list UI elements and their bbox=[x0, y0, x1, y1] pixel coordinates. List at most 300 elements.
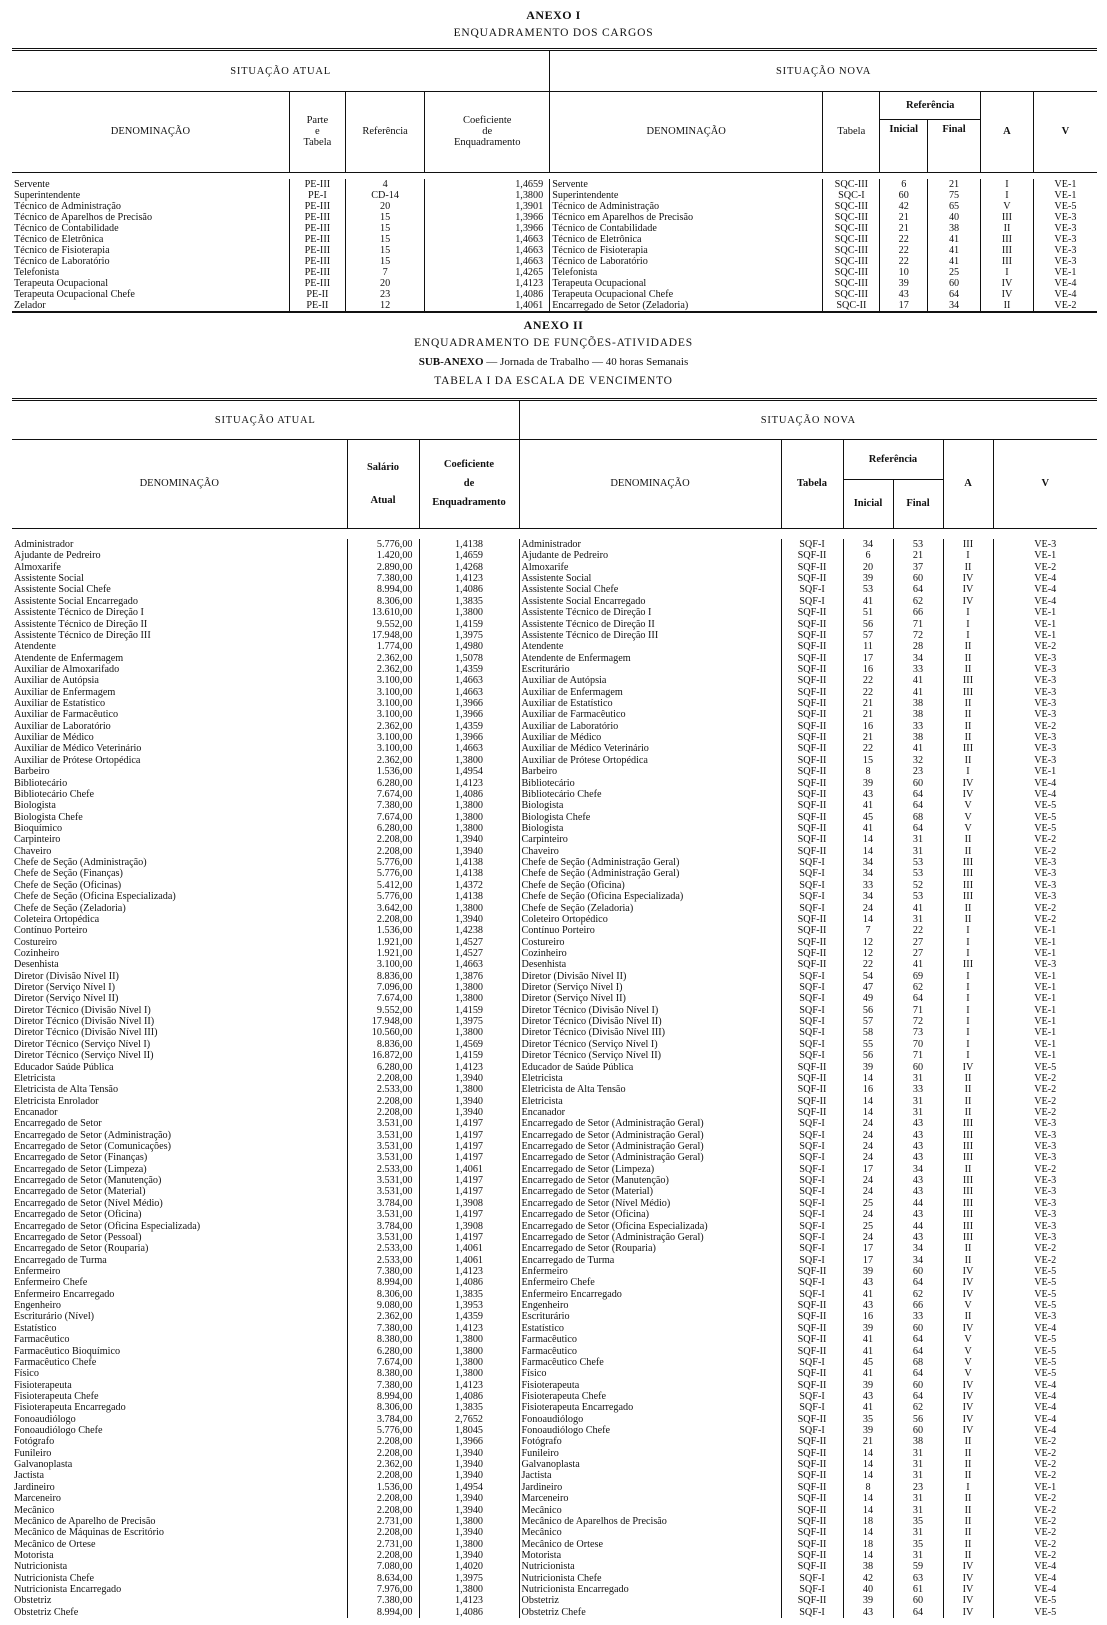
cell-denominacao: Nutricionista bbox=[14, 1561, 68, 1573]
cell-inicial: 41 bbox=[843, 1368, 893, 1379]
table-row bbox=[12, 1255, 1097, 1266]
cell-v: VE-2 bbox=[993, 562, 1097, 573]
cell-denominacao-nova: Encarregado de Setor (Nível Médio) bbox=[519, 1198, 781, 1209]
cell-salario: 7.674,00 bbox=[347, 789, 419, 800]
table-row bbox=[12, 1391, 1097, 1402]
cell-inicial: 39 bbox=[843, 1266, 893, 1277]
cell-parte-tabela: PE-III bbox=[289, 179, 345, 190]
cell-coeficiente: 1,4123 bbox=[419, 1380, 519, 1391]
cell-inicial: 22 bbox=[880, 245, 928, 256]
cell-tabela: SQF-I bbox=[781, 1221, 843, 1232]
cell-inicial: 16 bbox=[843, 1084, 893, 1095]
cell-final: 64 bbox=[893, 1334, 943, 1345]
cell-coeficiente: 1,4086 bbox=[419, 1607, 519, 1618]
cell-referencia: 7 bbox=[345, 267, 424, 278]
cell-tabela: SQF-II bbox=[781, 914, 843, 925]
cell-a: II bbox=[943, 1459, 993, 1470]
table-row bbox=[12, 698, 1097, 709]
cell-inicial: 16 bbox=[843, 1311, 893, 1322]
cell-a: IV bbox=[943, 1595, 993, 1606]
table-row bbox=[12, 789, 1097, 800]
cell-a: V bbox=[943, 1300, 993, 1311]
cell-final: 33 bbox=[893, 664, 943, 675]
cell-tabela: SQC-III bbox=[823, 201, 880, 212]
cell-coeficiente: 1,4197 bbox=[419, 1152, 519, 1163]
cell-referencia: 15 bbox=[345, 245, 424, 256]
cell-inicial: 15 bbox=[843, 755, 893, 766]
cell-inicial: 24 bbox=[843, 1232, 893, 1243]
cell-a: I bbox=[943, 1005, 993, 1016]
table-row bbox=[12, 1493, 1097, 1504]
cell-inicial: 56 bbox=[843, 619, 893, 630]
cell-inicial: 42 bbox=[880, 201, 928, 212]
cell-denominacao: Encarregado de Setor bbox=[14, 1118, 102, 1130]
cell-inicial: 49 bbox=[843, 993, 893, 1004]
cell-final: 35 bbox=[893, 1516, 943, 1527]
cell-parte-tabela: PE-III bbox=[289, 212, 345, 223]
cell-inicial: 14 bbox=[843, 914, 893, 925]
cell-inicial: 14 bbox=[843, 1448, 893, 1459]
cell-denominacao-nova: Fonoaudiólogo bbox=[519, 1414, 781, 1425]
cell-denominacao-nova: Servente bbox=[550, 179, 823, 190]
cell-denominacao: Auxiliar de Médico bbox=[14, 732, 94, 744]
cell-a: II bbox=[943, 1436, 993, 1447]
cell-tabela: SQF-II bbox=[781, 846, 843, 857]
cell-final: 33 bbox=[893, 1311, 943, 1322]
cell-denominacao-nova: Almoxarife bbox=[519, 562, 781, 573]
cell-tabela: SQF-I bbox=[781, 1289, 843, 1300]
cell-salario: 8.380,00 bbox=[347, 1368, 419, 1379]
cell-final: 43 bbox=[893, 1152, 943, 1163]
cell-final: 38 bbox=[893, 732, 943, 743]
cell-denominacao-nova: Diretor (Serviço Nível I) bbox=[519, 982, 781, 993]
cell-tabela: SQF-II bbox=[781, 1414, 843, 1425]
cell-salario: 7.080,00 bbox=[347, 1561, 419, 1572]
cell-v: VE-4 bbox=[993, 596, 1097, 607]
cell-denominacao-nova: Nutricionista Encarregado bbox=[519, 1584, 781, 1595]
cell-v: VE-2 bbox=[993, 721, 1097, 732]
cell-denominacao: Eletricista Enrolador bbox=[14, 1095, 99, 1107]
cell-final: 31 bbox=[893, 1448, 943, 1459]
cell-coeficiente: 1,4061 bbox=[419, 1255, 519, 1266]
cell-denominacao-nova: Nutricionista bbox=[519, 1561, 781, 1572]
cell-denominacao: Administrador bbox=[14, 539, 74, 550]
cell-denominacao-nova: Encarregado de Setor (Administração Geral) bbox=[519, 1118, 781, 1129]
cell-denominacao-nova: Superintendente bbox=[550, 190, 823, 201]
cell-final: 64 bbox=[893, 1391, 943, 1402]
cell-tabela: SQC-I bbox=[823, 190, 880, 201]
cell-a: IV bbox=[943, 573, 993, 584]
cell-v: VE-1 bbox=[993, 550, 1097, 561]
cell-tabela: SQF-II bbox=[781, 664, 843, 675]
cell-tabela: SQF-II bbox=[781, 1346, 843, 1357]
table-row bbox=[12, 1550, 1097, 1561]
cell-tabela: SQF-II bbox=[781, 1266, 843, 1277]
cell-referencia: 15 bbox=[345, 212, 424, 223]
cell-salario: 7.380,00 bbox=[347, 1323, 419, 1334]
cell-salario: 5.776,00 bbox=[347, 891, 419, 902]
cell-denominacao: Jardineiro bbox=[14, 1481, 55, 1493]
cell-final: 64 bbox=[893, 789, 943, 800]
cell-inicial: 35 bbox=[843, 1414, 893, 1425]
cell-denominacao: Carpinteiro bbox=[14, 834, 61, 846]
cell-salario: 7.380,00 bbox=[347, 800, 419, 811]
cell-final: 60 bbox=[893, 1266, 943, 1277]
table-row bbox=[12, 278, 1097, 289]
cell-tabela: SQF-I bbox=[781, 1005, 843, 1016]
coef-line3: Enquadramento bbox=[453, 137, 521, 149]
cell-a: II bbox=[943, 732, 993, 743]
cell-coeficiente: 1,3800 bbox=[419, 1346, 519, 1357]
cell-final: 44 bbox=[893, 1221, 943, 1232]
cell-tabela: SQC-III bbox=[823, 278, 880, 289]
cell-denominacao: Biologista bbox=[14, 800, 56, 812]
cell-denominacao-nova: Fotógrafo bbox=[519, 1436, 781, 1447]
cell-denominacao-nova: Galvanoplasta bbox=[519, 1459, 781, 1470]
cell-tabela: SQF-II bbox=[781, 653, 843, 664]
cell-denominacao-nova: Assistente Técnico de Direção II bbox=[519, 619, 781, 630]
cell-v: VE-5 bbox=[993, 1357, 1097, 1368]
cell-denominacao-nova: Mecânico de Aparelhos de Precisão bbox=[519, 1516, 781, 1527]
cell-referencia: 12 bbox=[345, 300, 424, 311]
cell-denominacao: Enfermeiro Encarregado bbox=[14, 1288, 115, 1300]
table-row bbox=[12, 1402, 1097, 1413]
cell-a: IV bbox=[943, 1573, 993, 1584]
cell-coeficiente: 1,4197 bbox=[419, 1141, 519, 1152]
cell-tabela: SQF-II bbox=[781, 732, 843, 743]
cell-tabela: SQF-I bbox=[781, 1186, 843, 1197]
cell-tabela: SQF-II bbox=[781, 1334, 843, 1345]
cell-parte-tabela: PE-III bbox=[289, 267, 345, 278]
cell-coeficiente: 1,4086 bbox=[419, 789, 519, 800]
anexo1-col-denominacao-nova: DENOMINAÇÃO bbox=[550, 92, 823, 172]
cell-salario: 1.420,00 bbox=[347, 550, 419, 561]
cell-a: III bbox=[943, 675, 993, 686]
cell-tabela: SQF-I bbox=[781, 1584, 843, 1595]
cell-salario: 3.100,00 bbox=[347, 732, 419, 743]
cell-denominacao: Técnico de Aparelhos de Precisão bbox=[14, 212, 153, 223]
cell-final: 34 bbox=[893, 1255, 943, 1266]
cell-v: VE-2 bbox=[993, 1084, 1097, 1095]
table-row bbox=[12, 891, 1097, 902]
cell-coeficiente: 1,4663 bbox=[419, 743, 519, 754]
cell-coeficiente: 1,5078 bbox=[419, 653, 519, 664]
cell-tabela: SQF-II bbox=[781, 550, 843, 561]
cell-denominacao: Telefonista bbox=[14, 267, 60, 278]
anexo2-col-salario bbox=[347, 440, 419, 528]
cell-denominacao-nova: Administrador bbox=[519, 539, 781, 550]
anexo2-title: ANEXO II bbox=[523, 318, 584, 332]
cell-denominacao: Estatístico bbox=[14, 1322, 57, 1334]
table-row bbox=[12, 1232, 1097, 1243]
cell-denominacao-nova: Contínuo Porteiro bbox=[519, 925, 781, 936]
cell-denominacao: Diretor Técnico (Serviço Nível I) bbox=[14, 1038, 151, 1050]
cell-coeficiente: 1,4268 bbox=[419, 562, 519, 573]
cell-a: I bbox=[943, 982, 993, 993]
cell-final: 31 bbox=[893, 834, 943, 845]
cell-denominacao: Fonoaudiólogo bbox=[14, 1413, 76, 1425]
cell-v: VE-3 bbox=[993, 1311, 1097, 1322]
cell-denominacao: Servente bbox=[14, 179, 50, 190]
cell-denominacao: Diretor Técnico (Divisão Nível I) bbox=[14, 1004, 151, 1016]
cell-final: 59 bbox=[893, 1561, 943, 1572]
cell-salario: 2.890,00 bbox=[347, 562, 419, 573]
cell-v: VE-3 bbox=[993, 1186, 1097, 1197]
cell-denominacao: Costureiro bbox=[14, 936, 58, 948]
cell-coeficiente: 1,4159 bbox=[419, 1005, 519, 1016]
cell-salario: 1.774,00 bbox=[347, 641, 419, 652]
cell-inicial: 41 bbox=[843, 1289, 893, 1300]
cell-salario: 8.994,00 bbox=[347, 584, 419, 595]
cell-referencia: 15 bbox=[345, 256, 424, 267]
cell-salario: 7.096,00 bbox=[347, 982, 419, 993]
cell-inicial: 16 bbox=[843, 721, 893, 732]
anexo2-situacao-nova: SITUAÇÃO NOVA bbox=[519, 400, 1097, 440]
cell-a: III bbox=[943, 891, 993, 902]
table-row bbox=[12, 834, 1097, 845]
cell-salario: 8.380,00 bbox=[347, 1334, 419, 1345]
cell-tabela: SQF-II bbox=[781, 1516, 843, 1527]
cell-denominacao: Chefe de Seção (Zeladoria) bbox=[14, 902, 126, 914]
cell-final: 60 bbox=[893, 1323, 943, 1334]
table-row bbox=[12, 857, 1097, 868]
cell-inicial: 22 bbox=[843, 687, 893, 698]
cell-inicial: 16 bbox=[843, 664, 893, 675]
cell-salario: 8.634,00 bbox=[347, 1573, 419, 1584]
cell-v: VE-2 bbox=[993, 1164, 1097, 1175]
cell-a: III bbox=[943, 743, 993, 754]
cell-salario: 8.994,00 bbox=[347, 1391, 419, 1402]
cell-v: VE-1 bbox=[1033, 267, 1097, 278]
cell-denominacao: Fonoaudiólogo Chefe bbox=[14, 1425, 103, 1437]
cell-denominacao-nova: Fisioterapeuta Chefe bbox=[519, 1391, 781, 1402]
cell-tabela: SQF-II bbox=[781, 630, 843, 641]
table-row bbox=[12, 1016, 1097, 1027]
cell-tabela: SQF-I bbox=[781, 1277, 843, 1288]
cell-a: I bbox=[943, 993, 993, 1004]
cell-inicial: 55 bbox=[843, 1039, 893, 1050]
cell-coeficiente: 1,3966 bbox=[425, 212, 550, 223]
cell-denominacao-nova: Eletricista bbox=[519, 1096, 781, 1107]
cell-salario: 1.536,00 bbox=[347, 766, 419, 777]
cell-denominacao-nova: Fonoaudiólogo Chefe bbox=[519, 1425, 781, 1436]
cell-coeficiente: 1,4123 bbox=[425, 278, 550, 289]
table-row bbox=[12, 1096, 1097, 1107]
cell-tabela: SQF-I bbox=[781, 1573, 843, 1584]
cell-denominacao-nova: Atendente de Enfermagem bbox=[519, 653, 781, 664]
table-row bbox=[12, 675, 1097, 686]
anexo1-col-coeficiente bbox=[425, 92, 550, 172]
cell-denominacao-nova: Mecânico bbox=[519, 1527, 781, 1538]
cell-v: VE-4 bbox=[993, 584, 1097, 595]
cell-coeficiente: 1,4086 bbox=[419, 1277, 519, 1288]
cell-denominacao-nova: Educador de Saúde Pública bbox=[519, 1062, 781, 1073]
cell-coeficiente: 1,3940 bbox=[419, 1470, 519, 1481]
cell-inicial: 17 bbox=[843, 653, 893, 664]
cell-salario: 2.362,00 bbox=[347, 653, 419, 664]
cell-inicial: 24 bbox=[843, 1141, 893, 1152]
table-row bbox=[12, 1516, 1097, 1527]
table-row bbox=[12, 201, 1097, 212]
cell-denominacao-nova: Biologista Chefe bbox=[519, 812, 781, 823]
parte-line3: Tabela bbox=[303, 137, 332, 149]
cell-coeficiente: 1,4197 bbox=[419, 1118, 519, 1129]
cell-coeficiente: 1,4663 bbox=[419, 675, 519, 686]
cell-denominacao: Físico bbox=[14, 1368, 39, 1380]
parte-line1: Parte bbox=[306, 115, 329, 127]
cell-inicial: 8 bbox=[843, 766, 893, 777]
cell-v: VE-2 bbox=[993, 1516, 1097, 1527]
table-row bbox=[12, 245, 1097, 256]
cell-inicial: 51 bbox=[843, 607, 893, 618]
cell-denominacao-nova: Mecânico bbox=[519, 1505, 781, 1516]
cell-salario: 3.531,00 bbox=[347, 1118, 419, 1129]
cell-coeficiente: 2,7652 bbox=[419, 1414, 519, 1425]
cell-salario: 8.306,00 bbox=[347, 596, 419, 607]
cell-salario: 3.100,00 bbox=[347, 959, 419, 970]
cell-denominacao: Diretor Técnico (Divisão Nível II) bbox=[14, 1016, 155, 1028]
cell-final: 23 bbox=[893, 766, 943, 777]
table-row bbox=[12, 1164, 1097, 1175]
cell-denominacao: Auxiliar de Prótese Ortopédica bbox=[14, 754, 141, 766]
cell-tabela: SQF-I bbox=[781, 539, 843, 550]
cell-coeficiente: 1,3908 bbox=[419, 1198, 519, 1209]
table-row bbox=[12, 550, 1097, 561]
cell-tabela: SQF-I bbox=[781, 1027, 843, 1038]
cell-denominacao-nova: Enfermeiro Chefe bbox=[519, 1277, 781, 1288]
cell-denominacao: Barbeiro bbox=[14, 766, 50, 778]
cell-coeficiente: 1,3940 bbox=[419, 834, 519, 845]
cell-denominacao: Encarregado de Setor (Material) bbox=[14, 1186, 146, 1198]
cell-a: III bbox=[943, 1175, 993, 1186]
cell-inicial: 33 bbox=[843, 880, 893, 891]
cell-final: 64 bbox=[893, 993, 943, 1004]
cell-denominacao-nova: Chefe de Seção (Administração Geral) bbox=[519, 868, 781, 879]
cell-coeficiente: 1,3966 bbox=[419, 1436, 519, 1447]
cell-salario: 3.100,00 bbox=[347, 743, 419, 754]
cell-coeficiente: 1,4954 bbox=[419, 1482, 519, 1493]
cell-a: V bbox=[943, 1346, 993, 1357]
table-row bbox=[12, 1323, 1097, 1334]
cell-final: 64 bbox=[893, 800, 943, 811]
cell-final: 31 bbox=[893, 1505, 943, 1516]
table-row bbox=[12, 1561, 1097, 1572]
cell-v: VE-5 bbox=[993, 823, 1097, 834]
cell-a: III bbox=[943, 1118, 993, 1129]
cell-final: 68 bbox=[893, 812, 943, 823]
cell-denominacao-nova: Auxiliar de Farmacêutico bbox=[519, 709, 781, 720]
cell-final: 71 bbox=[893, 1050, 943, 1061]
cell-coeficiente: 1,4527 bbox=[419, 937, 519, 948]
cell-tabela: SQF-II bbox=[781, 1380, 843, 1391]
cell-denominacao: Encanador bbox=[14, 1106, 58, 1118]
cell-a: III bbox=[943, 868, 993, 879]
cell-denominacao-nova: Encarregado de Setor (Oficina) bbox=[519, 1209, 781, 1220]
cell-coeficiente: 1,3940 bbox=[419, 1505, 519, 1516]
cell-salario: 3.531,00 bbox=[347, 1152, 419, 1163]
table-row bbox=[12, 267, 1097, 278]
cell-v: VE-2 bbox=[993, 1550, 1097, 1561]
cell-a: I bbox=[943, 1050, 993, 1061]
cell-v: VE-4 bbox=[993, 1323, 1097, 1334]
salario-line1: Salário bbox=[366, 461, 400, 473]
cell-salario: 3.531,00 bbox=[347, 1130, 419, 1141]
cell-tabela: SQF-I bbox=[781, 1175, 843, 1186]
cell-inicial: 41 bbox=[843, 800, 893, 811]
cell-tabela: SQF-II bbox=[781, 1368, 843, 1379]
table-row bbox=[12, 1062, 1097, 1073]
cell-denominacao-nova: Encarregado de Setor (Administração Geral) bbox=[519, 1232, 781, 1243]
cell-denominacao: Funileiro bbox=[14, 1447, 52, 1459]
cell-final: 66 bbox=[893, 1300, 943, 1311]
cell-a: II bbox=[943, 1255, 993, 1266]
cell-a: IV bbox=[981, 278, 1034, 289]
cell-tabela: SQF-II bbox=[781, 1561, 843, 1572]
cell-denominacao-nova: Assistente Técnico de Direção I bbox=[519, 607, 781, 618]
cell-salario: 2.208,00 bbox=[347, 914, 419, 925]
cell-a: II bbox=[943, 641, 993, 652]
cell-final: 31 bbox=[893, 1459, 943, 1470]
cell-tabela: SQF-II bbox=[781, 812, 843, 823]
cell-a: V bbox=[943, 1334, 993, 1345]
subanexo-label: SUB-ANEXO bbox=[418, 356, 484, 368]
cell-v: VE-3 bbox=[993, 1232, 1097, 1243]
cell-denominacao-nova: Biologista bbox=[519, 800, 781, 811]
cell-inicial: 10 bbox=[880, 267, 928, 278]
cell-final: 60 bbox=[893, 573, 943, 584]
cell-inicial: 60 bbox=[880, 190, 928, 201]
cell-inicial: 24 bbox=[843, 1152, 893, 1163]
anexo2-tabela-title: TABELA I DA ESCALA DE VENCIMENTO bbox=[434, 375, 673, 387]
cell-tabela: SQF-II bbox=[781, 834, 843, 845]
cell-inicial: 39 bbox=[880, 278, 928, 289]
cell-coeficiente: 1,3966 bbox=[425, 223, 550, 234]
cell-salario: 2.533,00 bbox=[347, 1084, 419, 1095]
cell-denominacao: Farmacêutico bbox=[14, 1334, 70, 1346]
table-row bbox=[12, 1527, 1097, 1538]
cell-tabela: SQF-I bbox=[781, 1255, 843, 1266]
table-row bbox=[12, 223, 1097, 234]
cell-denominacao-nova: Assistente Social bbox=[519, 573, 781, 584]
cell-coeficiente: 1,3800 bbox=[419, 823, 519, 834]
cell-salario: 2.208,00 bbox=[347, 1096, 419, 1107]
cell-coeficiente: 1,3940 bbox=[419, 1550, 519, 1561]
cell-denominacao: Educador Saúde Pública bbox=[14, 1061, 114, 1073]
cell-v: VE-3 bbox=[993, 868, 1097, 879]
cell-tabela: SQF-II bbox=[781, 937, 843, 948]
cell-a: IV bbox=[943, 1402, 993, 1413]
cell-salario: 2.208,00 bbox=[347, 1448, 419, 1459]
cell-final: 62 bbox=[893, 1402, 943, 1413]
cell-denominacao-nova: Marceneiro bbox=[519, 1493, 781, 1504]
cell-denominacao: Técnico de Administração bbox=[14, 201, 121, 212]
cell-v: VE-1 bbox=[1033, 190, 1097, 201]
cell-salario: 17.948,00 bbox=[347, 630, 419, 641]
cell-coeficiente: 1,3800 bbox=[419, 993, 519, 1004]
cell-coeficiente: 1,3835 bbox=[419, 1289, 519, 1300]
anexo2-col-coeficiente bbox=[419, 440, 519, 528]
cell-v: VE-5 bbox=[993, 1595, 1097, 1606]
cell-inicial: 41 bbox=[843, 823, 893, 834]
cell-salario: 1.921,00 bbox=[347, 937, 419, 948]
table-row bbox=[12, 1368, 1097, 1379]
cell-final: 38 bbox=[893, 1436, 943, 1447]
cell-final: 31 bbox=[893, 1073, 943, 1084]
cell-tabela: SQF-I bbox=[781, 1391, 843, 1402]
table-row bbox=[12, 256, 1097, 267]
cell-tabela: SQF-I bbox=[781, 993, 843, 1004]
cell-inicial: 14 bbox=[843, 1527, 893, 1538]
